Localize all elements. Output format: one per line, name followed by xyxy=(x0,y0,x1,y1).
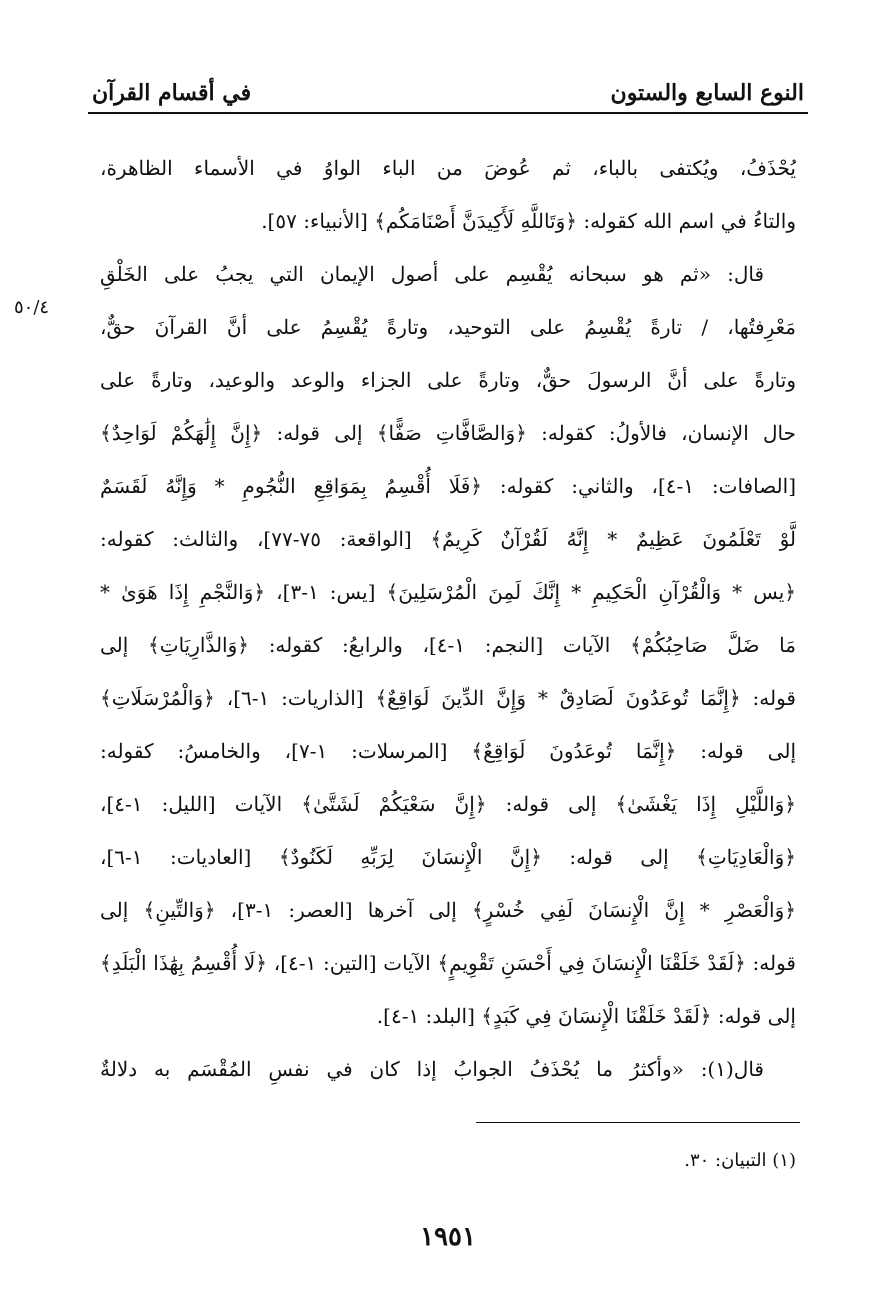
page-number: ١٩٥١ xyxy=(420,1222,476,1252)
text-line: ﴿يس * وَالْقُرْآنِ الْحَكِيمِ * إِنَّكَ لَمِنَ الْمُرْسَلِينَ﴾ [يس: ١-٣]، ﴿وَالنَّجْمِ إِذَا هَوَىٰ * xyxy=(100,580,796,604)
margin-page-reference: ٥٠/٤ xyxy=(14,297,50,318)
text-line: قوله: ﴿لَقَدْ خَلَقْنَا الْإِنسَانَ فِي أَحْسَنِ تَقْوِيمٍ﴾ الآيات [التين: ١-٤]، ﴿لَا أُقْسِمُ بِهَٰذَا الْبَلَدِ﴾ xyxy=(100,951,796,975)
text-line: قوله: ﴿إِنَّمَا تُوعَدُونَ لَصَادِقٌ * وَإِنَّ الدِّينَ لَوَاقِعٌ﴾ [الذاريات: ١-٦]، ﴿وَالْمُرْسَلَاتِ﴾ xyxy=(100,686,796,710)
footnote: (١) التبيان: ٣٠. xyxy=(684,1150,796,1171)
text-line: مَعْرِفتُها، / تارةً يُقْسِمُ على التوحيد، وتارةً يُقْسِمُ على أنَّ القرآنَ حقٌّ، xyxy=(100,315,796,339)
running-header xyxy=(92,66,804,106)
footnote-separator xyxy=(476,1122,800,1123)
text-line: قال: «ثم هو سبحانه يُقْسِم على أصول الإيمان التي يجبُ على الخَلْقِ xyxy=(100,262,764,286)
text-line: والتاءُ في اسم الله كقوله: ﴿وَتَاللَّهِ لَأَكِيدَنَّ أَصْنَامَكُم﴾ [الأنبياء: ٥٧]. xyxy=(261,209,796,233)
text-line: ﴿وَاللَّيْلِ إِذَا يَغْشَىٰ﴾ إلى قوله: ﴿إِنَّ سَعْيَكُمْ لَشَتَّىٰ﴾ الآيات [الليل: ١-٤]، xyxy=(100,792,796,816)
main-text xyxy=(100,142,796,1096)
text-line: إلى قوله: ﴿إِنَّمَا تُوعَدُونَ لَوَاقِعٌ﴾ [المرسلات: ١-٧]، والخامسُ: كقوله: xyxy=(100,739,796,763)
text-line: لَّوْ تَعْلَمُونَ عَظِيمٌ * إِنَّهُ لَقُرْآنٌ كَرِيمٌ﴾ [الواقعة: ٧٥-٧٧]، والثالث: كقوله: xyxy=(100,527,796,551)
text-line: [الصافات: ١-٤]، والثاني: كقوله: ﴿فَلَا أُقْسِمُ بِمَوَاقِعِ النُّجُومِ * وَإِنَّهُ لَقَسَمٌ xyxy=(100,474,796,498)
text-line: إلى قوله: ﴿لَقَدْ خَلَقْنَا الْإِنسَانَ فِي كَبَدٍ﴾ [البلد: ١-٤]. xyxy=(376,1004,796,1028)
text-line: ﴿وَالْعَادِيَاتِ﴾ إلى قوله: ﴿إِنَّ الْإِنسَانَ لِرَبِّهِ لَكَنُودٌ﴾ [العاديات: ١-٦]، xyxy=(100,845,796,869)
header-chapter-title: النوع السابع والستون xyxy=(610,80,804,106)
text-line: يُحْذَفُ، ويُكتفى بالباء، ثم عُوضَ من الباء الواوُ في الأسماء الظاهرة، xyxy=(100,156,796,180)
text-line: قال(١): «وأكثرُ ما يُحْذَفُ الجوابُ إذا كان في نفسِ المُقْسَم به دلالةٌ xyxy=(100,1057,764,1081)
header-section-title: في أقسام القرآن xyxy=(92,80,252,106)
text-line: حال الإنسان، فالأولُ: كقوله: ﴿وَالصَّافَّاتِ صَفًّا﴾ إلى قوله: ﴿إِنَّ إِلَٰهَكُمْ لَوَاحِدٌ﴾ xyxy=(100,421,796,445)
text-line: مَا ضَلَّ صَاحِبُكُمْ﴾ الآيات [النجم: ١-٤]، والرابعُ: كقوله: ﴿وَالذَّارِيَاتِ﴾ إلى xyxy=(100,633,796,657)
text-line: ﴿وَالْعَصْرِ * إِنَّ الْإِنسَانَ لَفِي خُسْرٍ﴾ إلى آخرها [العصر: ١-٣]، ﴿وَالتِّينِ﴾ إلى xyxy=(100,898,796,922)
text-line: وتارةً على أنَّ الرسولَ حقٌّ، وتارةً على الجزاء والوعد والوعيد، وتارةً على xyxy=(100,368,796,392)
header-rule xyxy=(88,112,808,114)
